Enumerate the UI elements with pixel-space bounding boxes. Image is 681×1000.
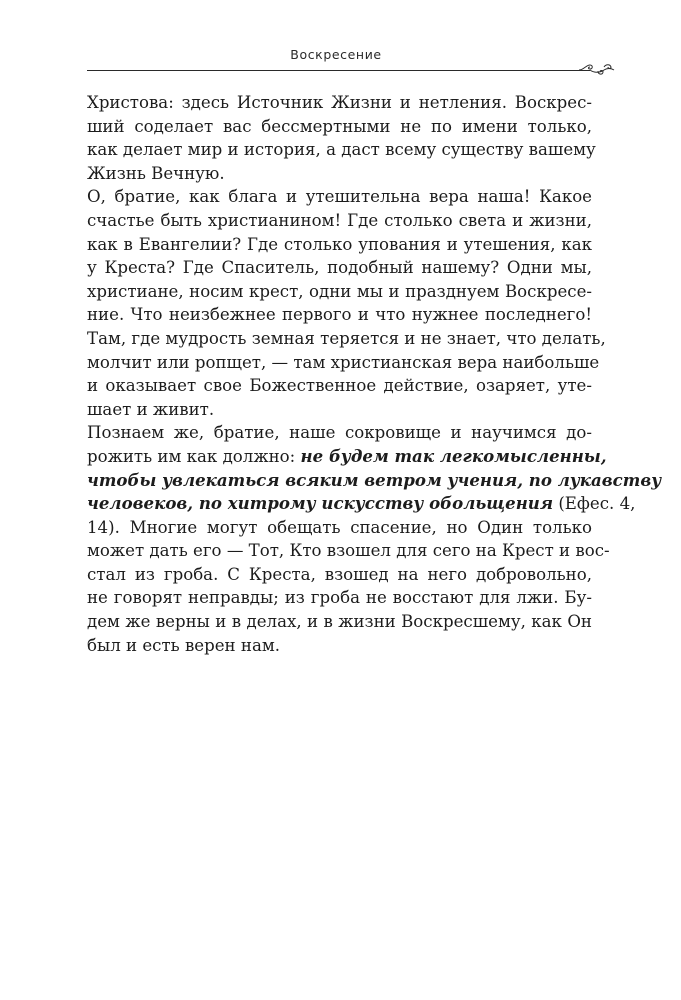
line-text: молчит или ропщет, — там христианская вера наибольше — [87, 352, 600, 372]
line-text: у Креста? Где Спаситель, подобный нашему? Одни мы, — [87, 258, 592, 278]
text-line — [87, 185, 592, 209]
line-text: ние. Что неизбежнее первого и что нужнее последнего! — [87, 305, 592, 325]
line-text: 14). Многие могут обещать спасение, но Один только — [87, 517, 592, 537]
text-line — [87, 91, 592, 115]
text-line — [87, 492, 636, 516]
line-text: может дать его — Тот, Кто взошел для сего на Крест и вос- — [87, 541, 610, 561]
paragraph — [87, 421, 662, 657]
line-text: О, братие, как блага и утешительна вера наша! Какое — [87, 187, 592, 207]
line-text: и оказывает свое Божественное действие, озаряет, уте- — [87, 376, 592, 396]
line-text: ший соделает вас бессмертными не по имени только, — [87, 116, 592, 136]
line-text: дем же верны и в делах, и в жизни Воскресшему, как Он — [87, 612, 592, 632]
line-text: Христова: здесь Источник Жизни и нетления. Воскрес- — [87, 93, 592, 112]
text-line — [87, 303, 592, 327]
text-line — [87, 233, 592, 257]
text-line — [87, 421, 592, 445]
text-line — [87, 586, 592, 610]
line-text: как делает мир и история, а даст всему существу вашему — [87, 140, 596, 160]
line-text: был и есть верен нам. — [87, 635, 281, 655]
paragraph — [87, 91, 596, 185]
text-line — [87, 516, 592, 540]
text-line — [87, 115, 592, 139]
text-line — [87, 162, 592, 186]
line-text: Жизнь Вечную. — [87, 163, 225, 183]
body-text — [87, 91, 662, 657]
line-text: стал из гроба. С Креста, взошед на него добровольно, — [87, 564, 592, 584]
header-rule — [87, 70, 590, 71]
text-line — [87, 398, 592, 422]
line-text: христиане, носим крест, одни мы и празднуем Воскресе- — [87, 281, 592, 301]
text-line — [87, 374, 592, 398]
line-text: Познаем же, братие, наше сокровище и научимся до- — [87, 423, 592, 443]
text-line — [87, 351, 600, 375]
paragraph — [87, 185, 606, 421]
text-line — [87, 610, 592, 634]
scripture-reference: (Ефес. 4, — [553, 494, 636, 514]
text-line — [87, 209, 592, 233]
text-line — [87, 327, 606, 351]
quoted-scripture: человеков, по хитрому искусству обольщения — [87, 493, 554, 514]
flourish-ornament-icon — [578, 59, 616, 77]
running-header — [86, 47, 586, 65]
text-line — [87, 539, 610, 563]
line-text: не говорят неправды; из гроба не восстают для лжи. Бу- — [87, 588, 592, 608]
text-line — [87, 138, 596, 162]
text-line — [87, 469, 662, 493]
quoted-scripture: не будем так легкомысленны, — [300, 445, 607, 466]
line-text: как в Евангелии? Где столько упования и утешения, как — [87, 234, 592, 254]
running-title: Воскресение — [290, 47, 382, 62]
text-line — [87, 634, 592, 658]
line-text: шает и живит. — [87, 399, 215, 419]
quoted-scripture: чтобы увлекаться всяким ветром учения, по лукавству — [87, 469, 662, 490]
line-text: счастье быть христианином! Где столько света и жизни, — [87, 210, 592, 230]
line-text: рожить им как должно: — [87, 446, 301, 466]
text-line — [87, 280, 592, 304]
text-line — [87, 445, 607, 469]
text-line — [87, 256, 592, 280]
line-text: Там, где мудрость земная теряется и не знает, что делать, — [87, 328, 606, 348]
text-line — [87, 563, 592, 587]
